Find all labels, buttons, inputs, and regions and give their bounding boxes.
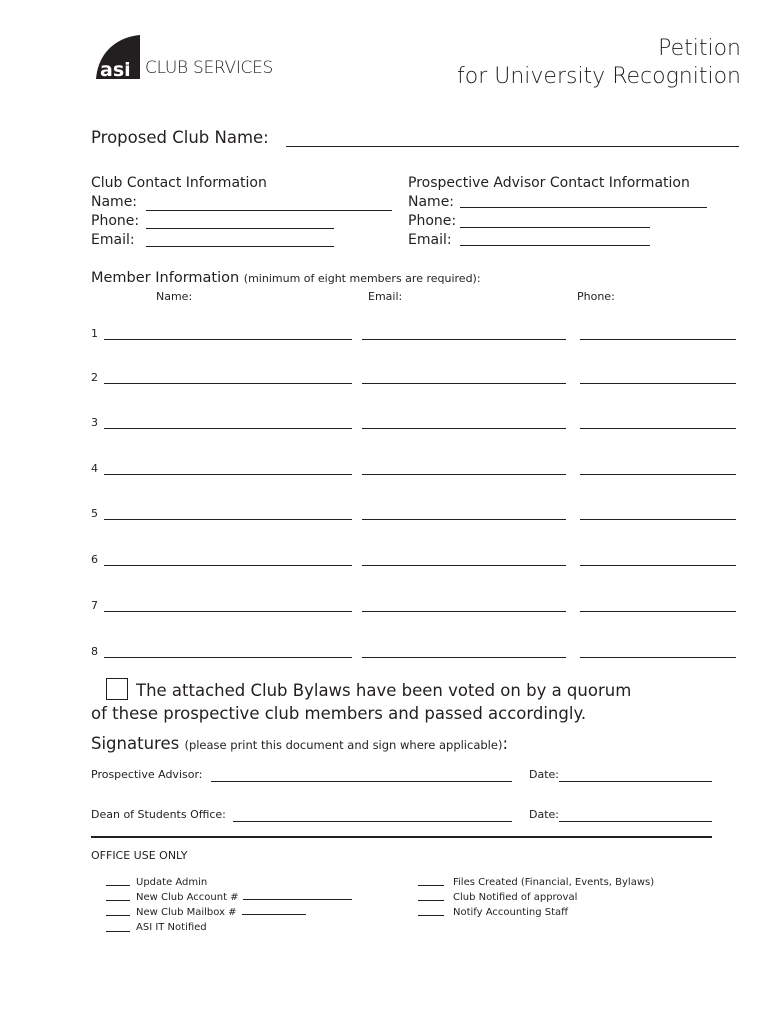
member-col-phone: Phone: — [577, 290, 615, 303]
member-info-title: Member Information — [91, 270, 240, 286]
logo-text: CLUB SERVICES — [145, 58, 274, 78]
member-email-field[interactable] — [362, 519, 566, 520]
office-item-club-notified: Club Notified of approval — [453, 892, 578, 903]
member-col-name: Name: — [156, 290, 193, 303]
member-name-field[interactable] — [104, 657, 352, 658]
office-check-line[interactable] — [106, 931, 130, 932]
member-row-number: 6 — [91, 553, 98, 566]
office-check-line[interactable] — [106, 915, 130, 916]
member-name-field[interactable] — [104, 339, 352, 340]
member-email-field[interactable] — [362, 428, 566, 429]
advisor-email-label: Email: — [408, 232, 452, 248]
office-check-line[interactable] — [106, 900, 130, 901]
dean-date-field[interactable] — [559, 821, 712, 822]
office-item-asi-it-notified: ASI IT Notified — [136, 922, 207, 933]
member-name-field[interactable] — [104, 519, 352, 520]
office-item-new-club-mailbox: New Club Mailbox # — [136, 907, 237, 918]
dean-date-label: Date: — [529, 808, 559, 821]
member-col-email: Email: — [368, 290, 403, 303]
office-item-new-club-account: New Club Account # — [136, 892, 239, 903]
office-check-line[interactable] — [418, 900, 444, 901]
member-row-number: 8 — [91, 645, 98, 658]
advisor-date-label: Date: — [529, 768, 559, 781]
member-email-field[interactable] — [362, 339, 566, 340]
office-use-divider — [91, 836, 712, 838]
page-title-line1: Petition — [658, 36, 741, 61]
signatures-colon: : — [502, 734, 508, 753]
advisor-name-label: Name: — [408, 194, 455, 210]
member-phone-field[interactable] — [580, 657, 736, 658]
new-club-account-field[interactable] — [243, 899, 352, 900]
advisor-email-field[interactable] — [460, 245, 650, 246]
member-phone-field[interactable] — [580, 519, 736, 520]
proposed-club-name-field[interactable] — [286, 146, 739, 147]
signatures-title: Signatures — [91, 734, 180, 753]
dean-signature-field[interactable] — [233, 821, 512, 822]
logo-mark-text: asi — [100, 59, 131, 81]
member-phone-field[interactable] — [580, 428, 736, 429]
member-phone-field[interactable] — [580, 474, 736, 475]
advisor-contact-heading: Prospective Advisor Contact Information — [408, 175, 690, 191]
office-check-line[interactable] — [418, 885, 444, 886]
bylaws-statement-line2: of these prospective club members and passed accordingly. — [91, 704, 587, 723]
member-row-number: 3 — [91, 416, 98, 429]
member-info-note: (minimum of eight members are required): — [243, 272, 481, 285]
office-item-files-created: Files Created (Financial, Events, Bylaws) — [453, 877, 655, 888]
member-email-field[interactable] — [362, 611, 566, 612]
office-use-heading: OFFICE USE ONLY — [91, 849, 188, 862]
dean-signature-label: Dean of Students Office: — [91, 808, 226, 821]
office-check-line[interactable] — [106, 885, 130, 886]
member-name-field[interactable] — [104, 474, 352, 475]
club-contact-email-label: Email: — [91, 232, 135, 248]
club-contact-phone-field[interactable] — [146, 228, 334, 229]
advisor-date-field[interactable] — [559, 781, 712, 782]
member-row-number: 2 — [91, 371, 98, 384]
signatures-note: (please print this document and sign where applicable) — [184, 738, 503, 752]
page-title-line2: for University Recognition — [456, 64, 741, 89]
bylaws-statement-line1: The attached Club Bylaws have been voted on by a quorum — [136, 681, 632, 700]
advisor-phone-field[interactable] — [460, 227, 650, 228]
member-info-heading — [91, 270, 481, 286]
new-club-mailbox-field[interactable] — [242, 914, 306, 915]
advisor-signature-label: Prospective Advisor: — [91, 768, 203, 781]
member-row-number: 1 — [91, 327, 98, 340]
member-name-field[interactable] — [104, 428, 352, 429]
member-phone-field[interactable] — [580, 383, 736, 384]
signatures-heading — [91, 734, 508, 753]
bylaws-checkbox[interactable] — [106, 678, 128, 700]
member-name-field[interactable] — [104, 565, 352, 566]
member-name-field[interactable] — [104, 611, 352, 612]
office-item-update-admin: Update Admin — [136, 877, 208, 888]
club-contact-phone-label: Phone: — [91, 213, 140, 229]
proposed-club-name-label: Proposed Club Name: — [91, 128, 269, 147]
member-email-field[interactable] — [362, 474, 566, 475]
club-contact-email-field[interactable] — [146, 246, 334, 247]
asi-logo-mark-icon — [94, 33, 144, 81]
member-email-field[interactable] — [362, 657, 566, 658]
member-name-field[interactable] — [104, 383, 352, 384]
club-contact-name-field[interactable] — [146, 210, 392, 211]
club-contact-name-label: Name: — [91, 194, 138, 210]
member-phone-field[interactable] — [580, 339, 736, 340]
advisor-name-field[interactable] — [460, 207, 707, 208]
club-contact-heading: Club Contact Information — [91, 175, 267, 191]
member-phone-field[interactable] — [580, 565, 736, 566]
member-row-number: 5 — [91, 507, 98, 520]
office-item-notify-accounting: Notify Accounting Staff — [453, 907, 569, 918]
member-row-number: 7 — [91, 599, 98, 612]
member-phone-field[interactable] — [580, 611, 736, 612]
member-row-number: 4 — [91, 462, 98, 475]
advisor-phone-label: Phone: — [408, 213, 457, 229]
member-email-field[interactable] — [362, 383, 566, 384]
advisor-signature-field[interactable] — [211, 781, 512, 782]
member-email-field[interactable] — [362, 565, 566, 566]
office-check-line[interactable] — [418, 915, 444, 916]
